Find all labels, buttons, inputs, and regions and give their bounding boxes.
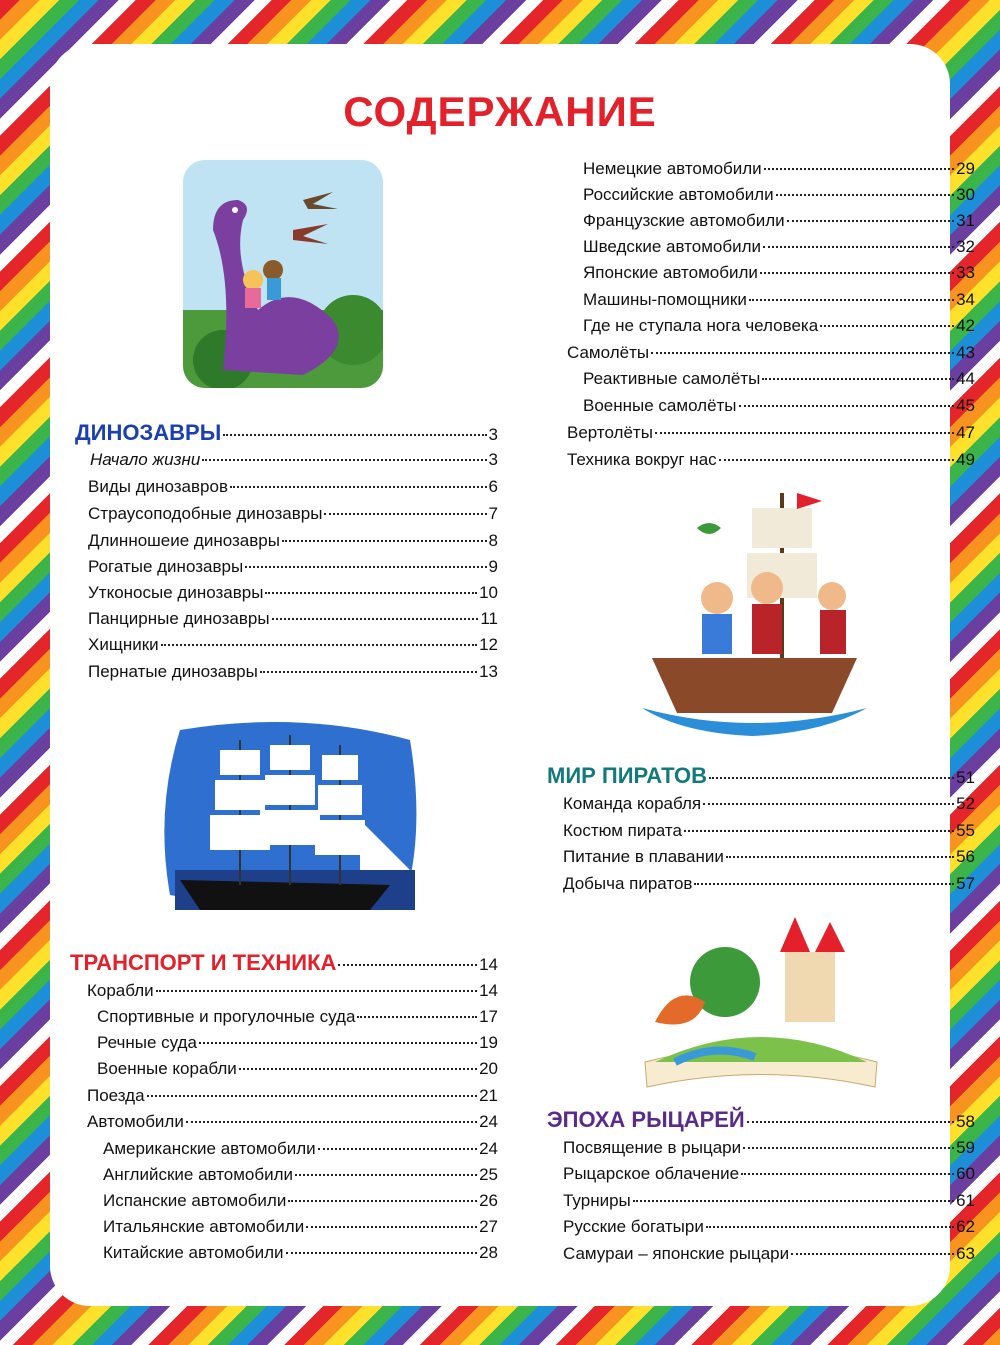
page-title: СОДЕРЖАНИЕ — [343, 88, 657, 135]
toc-entry-page: 27 — [479, 1217, 498, 1236]
toc-entry-label: Итальянские автомобили — [103, 1217, 305, 1236]
toc-entry[interactable] — [97, 1057, 498, 1081]
toc-section-pirates[interactable] — [547, 764, 975, 788]
toc-entry-label: Российские автомобили — [583, 185, 774, 204]
toc-entry-page: 25 — [479, 1165, 498, 1184]
toc-entry-page: 62 — [956, 1217, 975, 1236]
toc-entry-page: 11 — [480, 609, 498, 628]
toc-entry-label: Машины-помощники — [583, 290, 747, 309]
toc-entry-label: Китайские автомобили — [103, 1243, 284, 1262]
toc-entry-label: Добыча пиратов — [563, 874, 693, 893]
toc-entry[interactable] — [563, 1189, 975, 1213]
toc-entry[interactable] — [567, 421, 975, 445]
toc-entry-page: 33 — [956, 263, 975, 282]
toc-entry-label: Виды динозавров — [88, 477, 228, 496]
pirate-ship-icon — [622, 488, 882, 743]
toc-entry-label: Английские автомобили — [103, 1165, 294, 1184]
toc-entry-label: Корабли — [87, 981, 154, 1000]
fairy-book-castle-icon — [635, 912, 887, 1092]
toc-entry-label: Самураи – японские рыцари — [563, 1244, 790, 1263]
toc-entry-page: 59 — [956, 1138, 975, 1157]
toc-entry-label: Автомобили — [87, 1112, 184, 1131]
toc-entry-label: Русские богатыри — [563, 1217, 704, 1236]
toc-entry[interactable] — [567, 448, 975, 472]
toc-entry-label: Поезда — [87, 1086, 145, 1105]
toc-entry-page: 21 — [479, 1086, 498, 1105]
toc-entry-page: 3 — [488, 450, 498, 469]
toc-entry-page: 6 — [488, 477, 498, 496]
toc-entry[interactable] — [90, 448, 498, 472]
toc-entry-page: 10 — [479, 583, 498, 602]
toc-entry-label: Шведские автомобили — [583, 237, 761, 256]
toc-entry[interactable] — [583, 314, 975, 338]
toc-entry[interactable] — [563, 872, 975, 896]
toc-entry[interactable] — [88, 607, 498, 631]
toc-entry[interactable] — [103, 1189, 498, 1213]
toc-entry-page: 55 — [956, 821, 975, 840]
toc-entry-label: ЭПОХА РЫЦАРЕЙ — [547, 1107, 745, 1132]
toc-entry[interactable] — [88, 529, 498, 553]
toc-entry-page: 34 — [956, 290, 975, 309]
toc-entry-page: 56 — [956, 847, 975, 866]
toc-entry-page: 30 — [956, 185, 975, 204]
toc-entry-label: Команда корабля — [563, 794, 702, 813]
toc-entry-page: 51 — [956, 768, 975, 787]
toc-entry-label: Японские автомобили — [583, 263, 758, 282]
toc-entry[interactable] — [583, 288, 975, 312]
toc-entry-page: 20 — [479, 1059, 498, 1078]
toc-entry-page: 24 — [479, 1139, 498, 1158]
toc-entry-page: 24 — [479, 1112, 498, 1131]
toc-entry-label: Военные корабли — [97, 1059, 237, 1078]
toc-entry[interactable] — [88, 581, 498, 605]
toc-entry-page: 57 — [956, 874, 975, 893]
toc-entry-page: 9 — [488, 557, 498, 576]
toc-entry-label: ДИНОЗАВРЫ — [75, 420, 222, 445]
toc-entry-label: Спортивные и прогулочные суда — [97, 1007, 356, 1026]
toc-entry[interactable] — [103, 1241, 498, 1265]
toc-entry[interactable] — [583, 235, 975, 259]
toc-entry[interactable] — [563, 1215, 975, 1239]
toc-entry[interactable] — [103, 1215, 498, 1239]
toc-entry[interactable] — [563, 792, 975, 816]
toc-entry-page: 12 — [479, 635, 498, 654]
toc-entry[interactable] — [87, 979, 498, 1003]
toc-entry[interactable] — [567, 341, 975, 365]
toc-entry-page: 29 — [956, 159, 975, 178]
toc-entry[interactable] — [563, 1136, 975, 1160]
toc-entry-label: Самолёты — [567, 343, 650, 362]
toc-entry-label: Немецкие автомобили — [583, 159, 762, 178]
sailing-ship-icon — [160, 720, 425, 925]
toc-entry-page: 52 — [956, 794, 975, 813]
toc-entry-label: Турниры — [563, 1191, 631, 1210]
toc-entry-page: 60 — [956, 1164, 975, 1183]
toc-entry-page: 14 — [479, 981, 498, 1000]
toc-entry-page: 49 — [956, 450, 975, 469]
toc-entry-label: Посвящение в рыцари — [563, 1138, 742, 1157]
toc-entry-label: Техника вокруг нас — [567, 450, 717, 469]
toc-entry[interactable] — [583, 157, 975, 181]
toc-entry-label: Где не ступала нога человека — [583, 316, 819, 335]
toc-entry-label: Рыцарское облачение — [563, 1164, 740, 1183]
toc-entry-label: Пернатые динозавры — [88, 662, 258, 681]
toc-entry-page: 32 — [956, 237, 975, 256]
toc-entry-page: 26 — [479, 1191, 498, 1210]
toc-entry[interactable] — [88, 555, 498, 579]
toc-entry[interactable] — [583, 209, 975, 233]
toc-entry[interactable] — [563, 819, 975, 843]
toc-entry-page: 3 — [488, 425, 498, 444]
toc-entry-page: 8 — [488, 531, 498, 550]
toc-entry-page: 63 — [956, 1244, 975, 1263]
toc-entry[interactable] — [103, 1163, 498, 1187]
toc-entry-label: Реактивные самолёты — [583, 369, 761, 388]
toc-entry-label: Длинношеие динозавры — [88, 531, 280, 550]
toc-entry-page: 17 — [479, 1007, 498, 1026]
toc-entry-page: 61 — [956, 1191, 975, 1210]
toc-entry-label: Французские автомобили — [583, 211, 785, 230]
toc-entry-label: Утконосые динозавры — [88, 583, 264, 602]
toc-section-transport[interactable] — [70, 951, 498, 975]
toc-entry[interactable] — [583, 261, 975, 285]
toc-entry-label: Страусоподобные динозавры — [88, 504, 323, 523]
toc-entry[interactable] — [88, 475, 498, 499]
toc-entry-page: 13 — [479, 662, 498, 681]
toc-entry-label: Вертолёты — [567, 423, 653, 442]
toc-entry[interactable] — [97, 1031, 498, 1055]
toc-entry[interactable] — [88, 633, 498, 657]
toc-entry-label: Военные самолёты — [583, 396, 737, 415]
toc-entry-page: 19 — [479, 1033, 498, 1052]
toc-entry-label: Костюм пирата — [563, 821, 682, 840]
toc-entry-label: МИР ПИРАТОВ — [547, 763, 707, 788]
toc-entry-page: 44 — [956, 369, 975, 388]
toc-entry[interactable] — [87, 1084, 498, 1108]
toc-entry[interactable] — [88, 660, 498, 684]
toc-entry-page: 58 — [956, 1112, 975, 1131]
toc-entry-page: 42 — [956, 316, 975, 335]
toc-entry-label: Американские автомобили — [103, 1139, 316, 1158]
toc-entry-page: 45 — [956, 396, 975, 415]
toc-entry[interactable] — [563, 1162, 975, 1186]
toc-entry-page: 47 — [956, 423, 975, 442]
dinosaur-kids-icon — [183, 160, 383, 388]
toc-section-dinosaurs[interactable] — [75, 421, 498, 445]
toc-entry-label: Начало жизни — [90, 450, 201, 469]
toc-entry-page: 14 — [479, 955, 498, 974]
toc-entry-page: 31 — [956, 211, 975, 230]
toc-entry-label: Панцирные динозавры — [88, 609, 270, 628]
toc-entry[interactable] — [563, 1242, 975, 1266]
toc-entry[interactable] — [97, 1005, 498, 1029]
toc-entry[interactable] — [583, 394, 975, 418]
toc-entry-page: 28 — [479, 1243, 498, 1262]
toc-entry[interactable] — [583, 367, 975, 391]
toc-entry[interactable] — [583, 183, 975, 207]
toc-entry[interactable] — [103, 1137, 498, 1161]
toc-entry-label: ТРАНСПОРТ И ТЕХНИКА — [70, 950, 337, 975]
toc-entry[interactable] — [87, 1110, 498, 1134]
toc-entry-label: Речные суда — [97, 1033, 197, 1052]
toc-section-knights[interactable] — [547, 1108, 975, 1132]
toc-entry[interactable] — [563, 845, 975, 869]
toc-entry-label: Испанские автомобили — [103, 1191, 287, 1210]
toc-entry[interactable] — [88, 502, 498, 526]
toc-entry-label: Хищники — [88, 635, 159, 654]
toc-entry-page: 43 — [956, 343, 975, 362]
toc-entry-page: 7 — [488, 504, 498, 523]
toc-entry-label: Питание в плавании — [563, 847, 724, 866]
toc-entry-label: Рогатые динозавры — [88, 557, 244, 576]
